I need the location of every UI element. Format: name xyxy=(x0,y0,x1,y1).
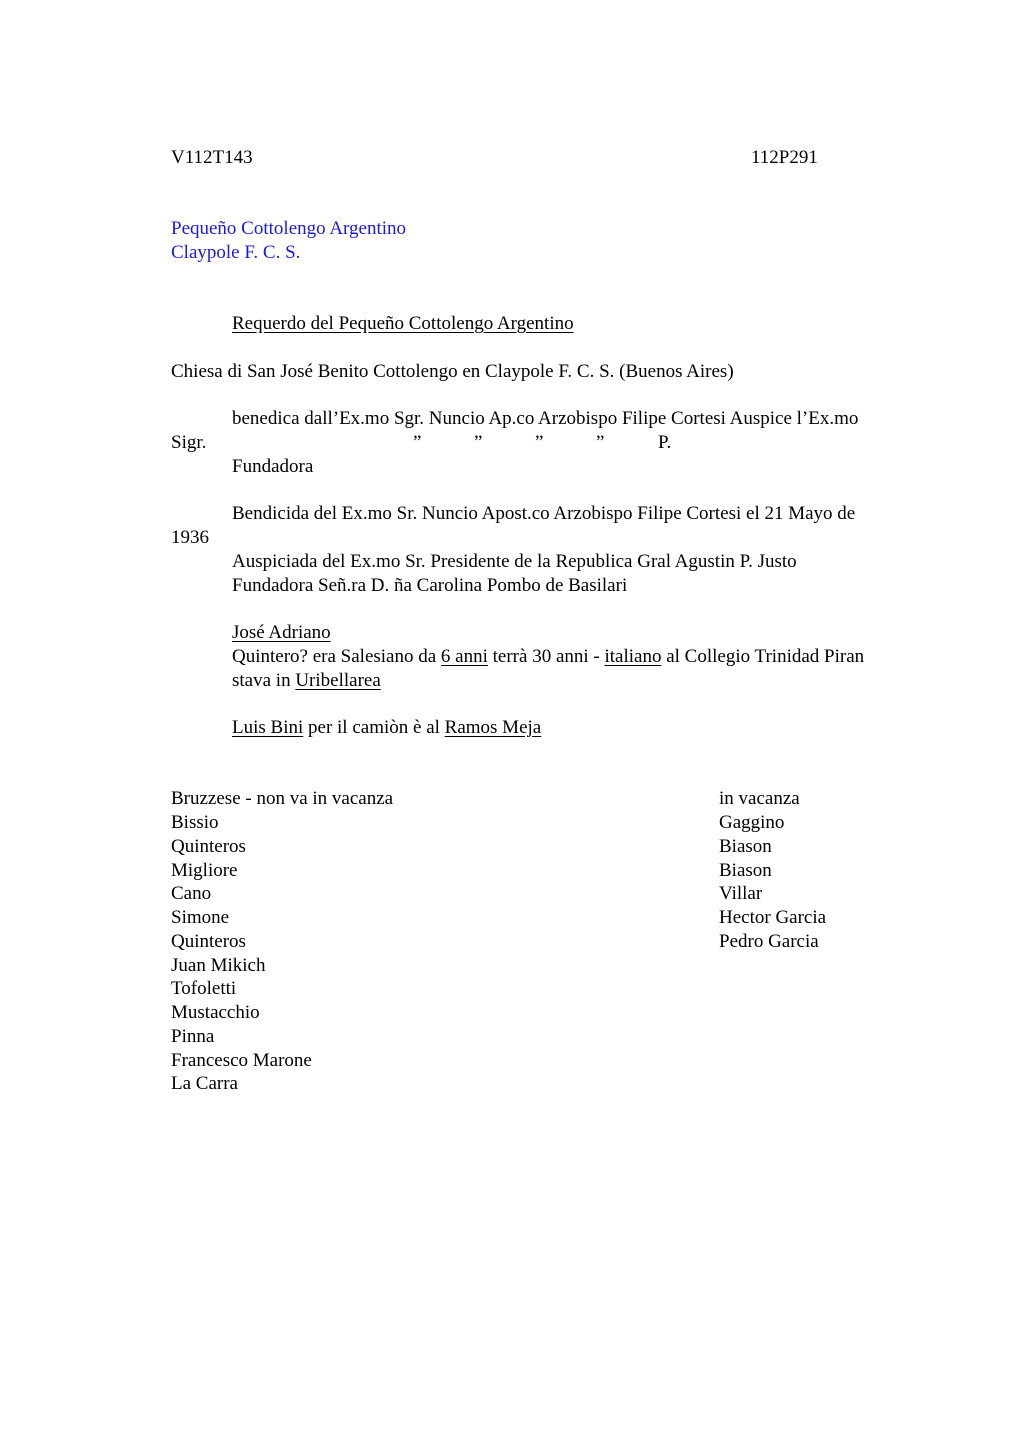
document-code-left: V112T143 xyxy=(171,147,253,168)
right-list-item: in vacanza xyxy=(719,788,800,809)
institution-name: Pequeño Cottolengo Argentino xyxy=(171,218,407,239)
document-title: Requerdo del Pequeño Cottolengo Argentino xyxy=(232,313,574,334)
left-list-item: La Carra xyxy=(171,1073,238,1094)
right-list-item: Hector Garcia xyxy=(719,907,827,928)
left-list-item: Simone xyxy=(171,907,230,928)
dedication-line-3: Auspiciada del Ex.mo Sr. Presidente de la Republica Gral Agustin P. Justo xyxy=(232,551,797,572)
underlined-place: Uribellarea xyxy=(295,670,381,691)
truck-note: Luis Bini per il camiòn è al Ramos Meja xyxy=(232,717,542,738)
blessing-line-3: Fundadora xyxy=(232,456,314,477)
ditto-mark: ” xyxy=(535,432,544,453)
right-list-item: Villar xyxy=(719,883,763,904)
left-list-item: Pinna xyxy=(171,1026,215,1047)
document-code-right: 112P291 xyxy=(751,147,818,168)
left-list-item: Quinteros xyxy=(171,836,246,857)
ditto-mark: ” xyxy=(474,432,483,453)
right-list-item: Gaggino xyxy=(719,812,785,833)
underlined-place: Ramos Meja xyxy=(444,717,542,738)
right-list-item: Biason xyxy=(719,836,772,857)
blessing-line-1: benedica dall’Ex.mo Sgr. Nuncio Ap.co Arzobispo Filipe Cortesi Auspice l’Ex.mo xyxy=(232,408,859,429)
dedication-year: 1936 xyxy=(171,527,209,548)
left-list-item: Quinteros xyxy=(171,931,246,952)
ditto-mark: ” xyxy=(596,432,605,453)
blessing-line-2-end: P. xyxy=(658,432,672,453)
blessing-line-2-start: Sigr. xyxy=(171,432,207,453)
left-list-item: Tofoletti xyxy=(171,978,237,999)
left-list-item: Bissio xyxy=(171,812,219,833)
church-line: Chiesa di San José Benito Cottolengo en Claypole F. C. S. (Buenos Aires) xyxy=(171,361,734,382)
person-note-line-2: stava in Uribellarea xyxy=(232,670,381,691)
left-list-item: Bruzzese - non va in vacanza xyxy=(171,788,394,809)
person-name: José Adriano xyxy=(232,622,331,643)
left-list-item: Cano xyxy=(171,883,212,904)
left-list-item: Migliore xyxy=(171,860,238,881)
left-list-item: Francesco Marone xyxy=(171,1050,312,1071)
right-list-item: Biason xyxy=(719,860,772,881)
right-list-item: Pedro Garcia xyxy=(719,931,819,952)
left-list-item: Mustacchio xyxy=(171,1002,260,1023)
left-list-item: Juan Mikich xyxy=(171,955,266,976)
underlined-phrase: 6 anni xyxy=(440,646,488,667)
underlined-name: Luis Bini xyxy=(232,717,304,738)
person-note-line-1: Quintero? era Salesiano da 6 anni terrà 30 anni - italiano al Collegio Trinidad Piran xyxy=(232,646,865,667)
institution-location: Claypole F. C. S. xyxy=(171,242,301,263)
underlined-phrase: italiano xyxy=(604,646,662,667)
ditto-mark: ” xyxy=(413,432,422,453)
dedication-line-1: Bendicida del Ex.mo Sr. Nuncio Apost.co Arzobispo Filipe Cortesi el 21 Mayo de xyxy=(232,503,856,524)
dedication-line-4: Fundadora Señ.ra D. ña Carolina Pombo de Basilari xyxy=(232,575,628,596)
